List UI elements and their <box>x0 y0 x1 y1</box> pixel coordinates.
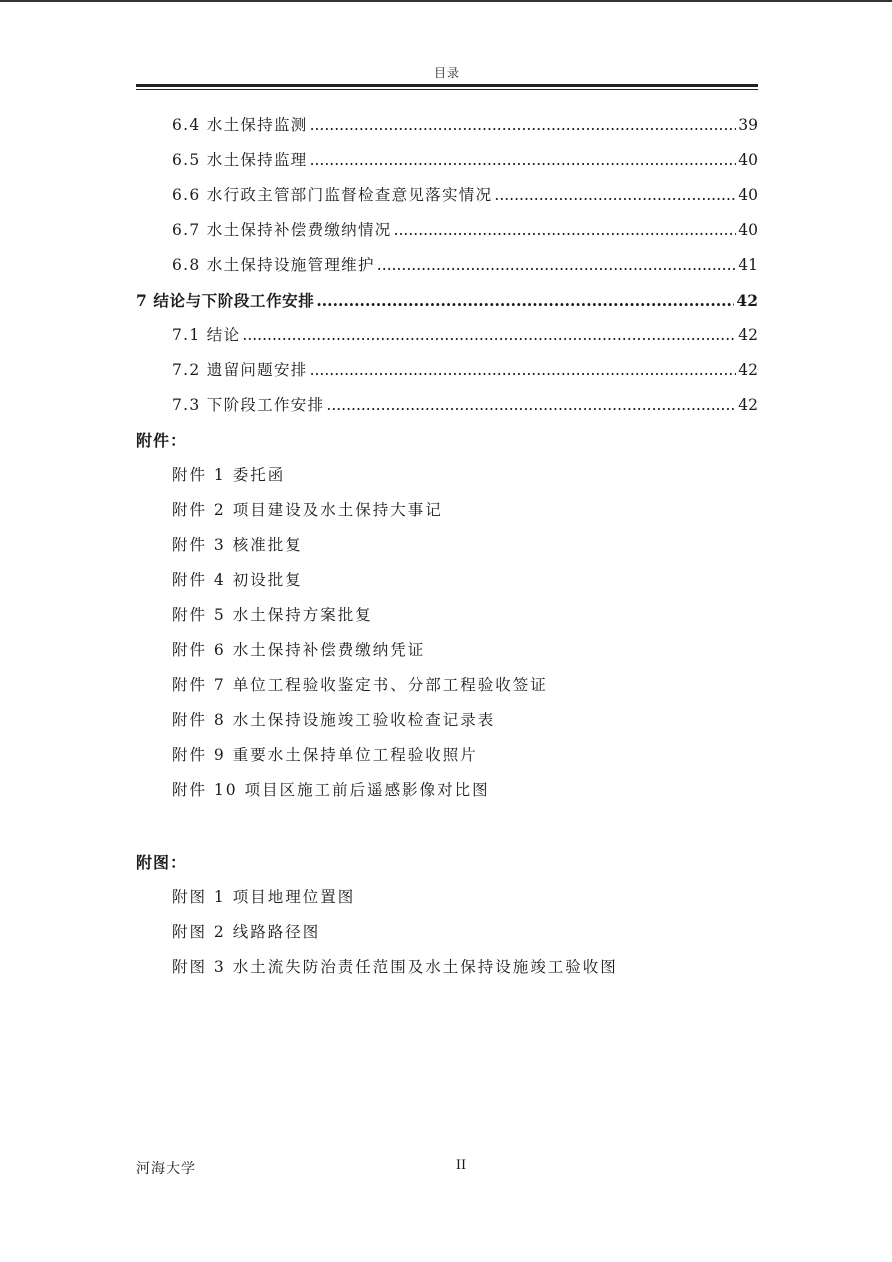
toc-entry-6-6[interactable] <box>136 178 758 213</box>
toc-entry-7-3[interactable] <box>136 388 758 423</box>
toc-entry-page: 42 <box>736 291 758 310</box>
toc-leader-dots <box>394 213 737 248</box>
attachments-section <box>136 423 758 808</box>
figure-item: 附图 3 水土流失防治责任范围及水土保持设施竣工验收图 <box>172 958 618 976</box>
figure-item: 附图 1 项目地理位置图 <box>172 888 356 906</box>
toc-entry-page: 40 <box>738 221 758 239</box>
toc-leader-dots <box>242 318 736 353</box>
toc-entry-page: 42 <box>738 326 758 344</box>
toc-entry-page: 40 <box>738 151 758 169</box>
toc-entry-page: 40 <box>738 186 758 204</box>
toc-leader-dots <box>377 248 736 283</box>
header-rule <box>136 84 758 87</box>
toc-entry-6-8[interactable] <box>136 248 758 283</box>
toc-entry-title: 7.2 遗留问题安排 <box>172 361 308 379</box>
toc-entry-title: 6.5 水土保持监理 <box>172 151 308 169</box>
attachment-item: 附件 4 初设批复 <box>172 571 303 589</box>
toc-entry-title: 6.8 水土保持设施管理维护 <box>172 256 375 274</box>
header-rule-thin <box>136 89 758 90</box>
toc-leader-dots <box>310 353 737 388</box>
toc-leader-dots <box>494 178 736 213</box>
toc-entry-title: 6.7 水土保持补偿费缴纳情况 <box>172 221 392 239</box>
attachment-item: 附件 3 核准批复 <box>172 536 303 554</box>
toc-leader-dots <box>310 143 737 178</box>
toc-entry-page: 41 <box>738 256 758 274</box>
toc-leader-dots <box>310 108 737 143</box>
toc-entry-title: 7 结论与下阶段工作安排 <box>136 291 315 310</box>
attachments-heading: 附件： <box>136 431 188 450</box>
attachment-item: 附件 10 项目区施工前后遥感影像对比图 <box>172 781 490 799</box>
toc-entry-page: 42 <box>738 361 758 379</box>
attachment-item: 附件 5 水土保持方案批复 <box>172 606 373 624</box>
toc-entry-page: 42 <box>738 396 758 414</box>
figures-heading: 附图： <box>136 853 188 872</box>
toc-entry-title: 7.1 结论 <box>172 326 241 344</box>
toc-entry-title: 6.6 水行政主管部门监督检查意见落实情况 <box>172 186 493 204</box>
attachment-item: 附件 1 委托函 <box>172 466 286 484</box>
footer-institution: 河海大学 <box>136 1161 196 1177</box>
toc-entry-7-1[interactable] <box>136 318 758 353</box>
figures-section <box>136 845 758 985</box>
attachment-item: 附件 8 水土保持设施竣工验收检查记录表 <box>172 711 496 729</box>
toc-entry-6-5[interactable] <box>136 143 758 178</box>
page-top-border <box>0 0 892 2</box>
attachment-item: 附件 9 重要水土保持单位工程验收照片 <box>172 746 478 764</box>
toc-entry-6-4[interactable] <box>136 108 758 143</box>
attachment-item: 附件 7 单位工程验收鉴定书、分部工程验收签证 <box>172 676 548 694</box>
toc-entry-6-7[interactable] <box>136 213 758 248</box>
footer-page-number: II <box>455 1158 467 1173</box>
running-header: 目录 <box>433 66 460 80</box>
toc-leader-dots <box>326 388 736 423</box>
toc-entry-title: 7.3 下阶段工作安排 <box>172 396 325 414</box>
toc-entry-7-2[interactable] <box>136 353 758 388</box>
toc-entry-page: 39 <box>738 116 758 134</box>
toc-entry-title: 6.4 水土保持监测 <box>172 116 308 134</box>
toc-entry-chapter-7[interactable] <box>136 283 758 318</box>
toc-leader-dots <box>316 283 734 318</box>
attachment-item: 附件 6 水土保持补偿费缴纳凭证 <box>172 641 426 659</box>
table-of-contents <box>136 108 758 423</box>
attachment-item: 附件 2 项目建设及水土保持大事记 <box>172 501 443 519</box>
figure-item: 附图 2 线路路径图 <box>172 923 321 941</box>
